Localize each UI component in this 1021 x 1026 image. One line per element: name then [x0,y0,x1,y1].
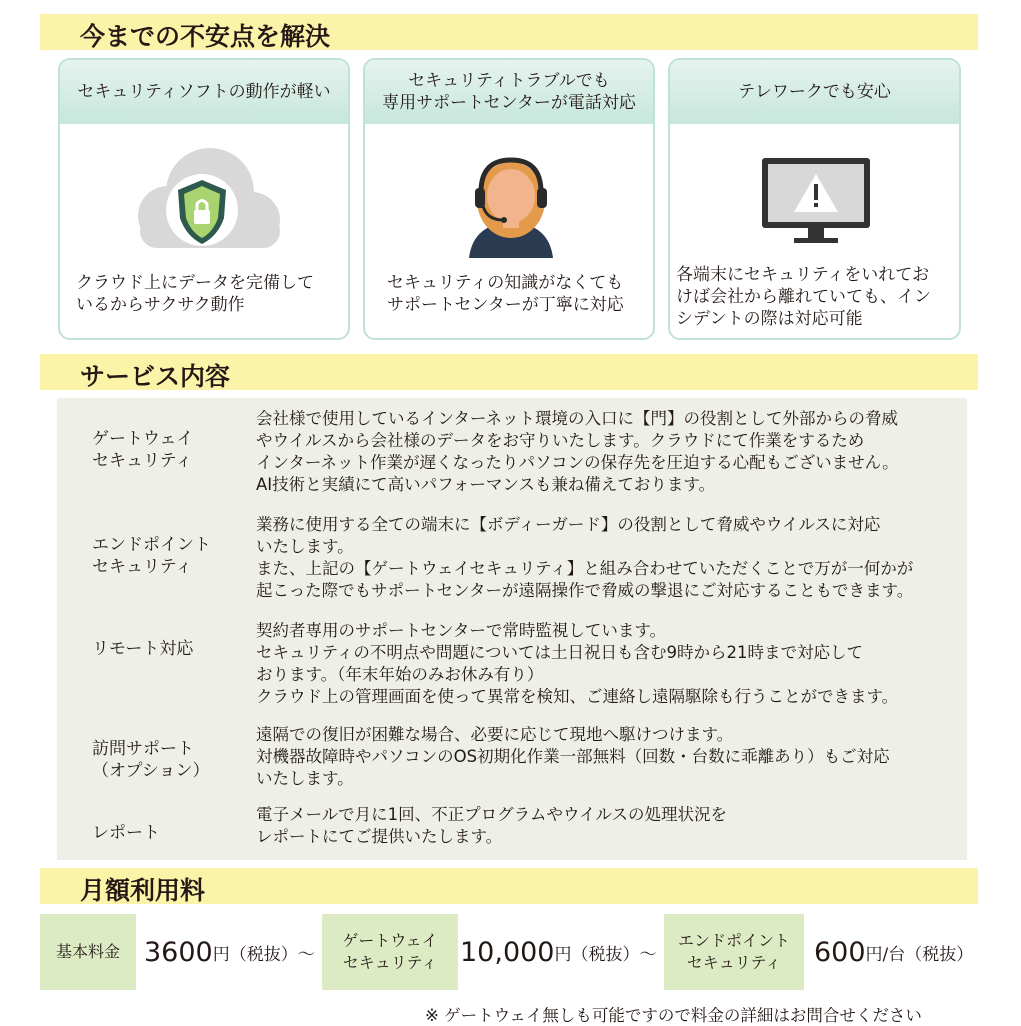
section-header-services [40,354,978,390]
section-title: サービス内容 [80,362,231,391]
section-header-pricing [40,868,978,904]
feature-card-support [363,58,655,340]
price-unit: 円（税抜）～ [212,944,315,965]
footnote: ※ ゲートウェイ無しも可能ですので料金の詳細はお問合せください [425,1006,922,1025]
service-description: 業務に使用する全ての端末に【ボディーガード】の役割として脅威やウイルスに対応 いたします。 また、上記の【ゲートウェイセキュリティ】と組み合わせていただくことで万が一何かが 起こった際でもサポートセンターが遠隔操作で脅威の撃退にご対応することもできます。 [256,515,914,600]
support-operator-icon [451,140,571,260]
service-label: ゲートウェイ セキュリティ [92,429,194,471]
card-description: セキュリティの知識がなくても サポートセンターが丁寧に対応 [387,273,624,315]
monitor-warning-icon [760,156,872,246]
card-description: クラウド上にデータを完備して いるからサクサク動作 [76,273,314,315]
price-gateway [460,914,656,990]
service-label: 訪問サポート （オプション） [92,739,210,781]
section-header-issues [40,14,978,50]
service-label: リモート対応 [92,639,194,659]
section-title: 今までの不安点を解決 [80,22,331,51]
card-description: 各端末にセキュリティをいれてお けば会社から離れていても、イン シデントの際は対応可能 [676,265,931,329]
feature-card-telework [668,58,961,340]
price-endpoint [814,914,973,990]
section-title: 月額利用料 [80,876,206,905]
price-unit: 円/台（税抜） [865,944,974,965]
price-amount: 10,000 [460,936,555,968]
service-description: 電子メールで月に1回、不正プログラムやウイルスの処理状況を レポートにてご提供いたします。 [256,805,728,846]
cloud-shield-icon [112,140,292,260]
feature-card-lightweight [58,58,350,340]
price-label-basic: 基本料金 [40,914,136,990]
service-label: レポート [92,823,160,843]
service-description: 会社様で使用しているインターネット環境の入口に【門】の役割として外部からの脅威 やウイルスから会社様のデータをお守りいたします。クラウドにて作業をするため インターネット作業が遅くなったりパソコンの保存先を圧迫する心配もございません。 AI技術と実績にて高いパフォーマンスも兼ね備えております。 [256,409,899,494]
price-unit: 円（税抜）～ [554,944,657,965]
price-amount: 3600 [144,936,213,968]
card-title: セキュリティソフトの動作が軽い [60,60,348,124]
price-basic [144,914,315,990]
service-description: 契約者専用のサポートセンターで常時監視しています。 セキュリティの不明点や問題については土日祝日も含む9時から21時まで対応して おります。（年末年始のみお休み有り） クラウド上の管理画面を使って異常を検知、ご連絡し遠隔駆除も行うことができます。 [256,621,899,706]
service-description: 遠隔での復旧が困難な場合、必要に応じて現地へ駆けつけます。 対機器故障時やパソコンのOS初期化作業一部無料（回数・台数に乖離あり）もご対応 いたします。 [256,725,890,788]
service-label: エンドポイント セキュリティ [92,535,211,577]
price-label-gateway: ゲートウェイ セキュリティ [322,914,458,990]
price-amount: 600 [814,936,866,968]
pricing-row [40,914,978,990]
price-label-endpoint: エンドポイント セキュリティ [664,914,804,990]
card-title: テレワークでも安心 [670,60,959,124]
card-title: セキュリティトラブルでも 専用サポートセンターが電話対応 [365,60,653,124]
